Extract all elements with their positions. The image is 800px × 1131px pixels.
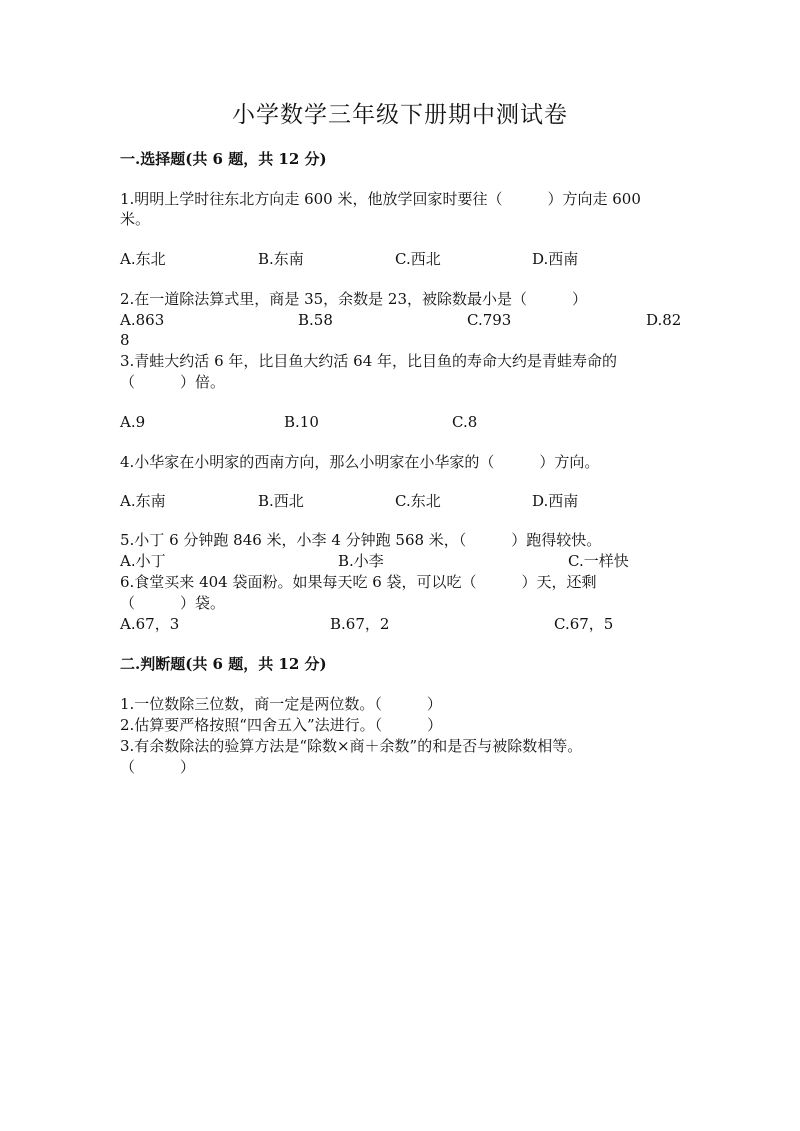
section1-heading: 一.选择题(共 6 题，共 12 分) <box>120 150 327 168</box>
q2-option-d: D.82 <box>646 311 682 329</box>
question-3-text-cont: （ ）倍。 <box>120 373 226 391</box>
q4-option-c: C.东北 <box>395 492 441 510</box>
q6-option-c: C.67，5 <box>554 615 614 633</box>
q2-option-a: A.863 <box>120 311 165 329</box>
q2-option-d-wrap: 8 <box>120 331 130 349</box>
question-3-text: 3.青蛙大约活 6 年，比目鱼大约活 64 年，比目鱼的寿命大约是青蛙寿命的 <box>120 352 618 370</box>
q6-option-a: A.67，3 <box>120 615 180 633</box>
question-1-text: 1.明明上学时往东北方向走 600 米，他放学回家时要往（ ）方向走 600 <box>120 190 641 208</box>
q1-option-a: A.东北 <box>120 250 166 268</box>
q1-option-d: D.西南 <box>532 250 579 268</box>
question-5-text: 5.小丁 6 分钟跑 846 米，小李 4 分钟跑 568 米，（ ）跑得较快。 <box>120 531 602 549</box>
q2-option-c: C.793 <box>467 311 512 329</box>
q1-option-b: B.东南 <box>258 250 304 268</box>
judge-question-1: 1.一位数除三位数，商一定是两位数。（ ） <box>120 695 442 713</box>
q1-option-c: C.西北 <box>395 250 441 268</box>
judge-question-3: 3.有余数除法的验算方法是“除数×商＋余数”的和是否与被除数相等。 <box>120 737 583 755</box>
question-6-text-cont: （ ）袋。 <box>120 594 226 612</box>
q5-option-a: A.小丁 <box>120 552 166 570</box>
judge-question-2: 2.估算要严格按照“四舍五入”法进行。（ ） <box>120 716 443 734</box>
q2-option-b: B.58 <box>298 311 333 329</box>
q4-option-d: D.西南 <box>532 492 579 510</box>
q3-option-c: C.8 <box>452 413 478 431</box>
q4-option-b: B.西北 <box>258 492 304 510</box>
question-4-text: 4.小华家在小明家的西南方向，那么小明家在小华家的（ ）方向。 <box>120 453 600 471</box>
question-2-text: 2.在一道除法算式里，商是 35，余数是 23，被除数最小是（ ） <box>120 290 588 308</box>
page-title: 小学数学三年级下册期中测试卷 <box>232 102 568 128</box>
question-6-text: 6.食堂买来 404 袋面粉。如果每天吃 6 袋，可以吃（ ）天，还剩 <box>120 573 597 591</box>
q5-option-c: C.一样快 <box>568 552 629 570</box>
q3-option-b: B.10 <box>284 413 319 431</box>
section2-heading: 二.判断题(共 6 题，共 12 分) <box>120 655 327 673</box>
question-1-text-cont: 米。 <box>120 210 151 228</box>
q4-option-a: A.东南 <box>120 492 166 510</box>
q3-option-a: A.9 <box>120 413 146 431</box>
q5-option-b: B.小李 <box>338 552 384 570</box>
judge-question-3-cont: （ ） <box>120 758 196 776</box>
q6-option-b: B.67，2 <box>330 615 390 633</box>
